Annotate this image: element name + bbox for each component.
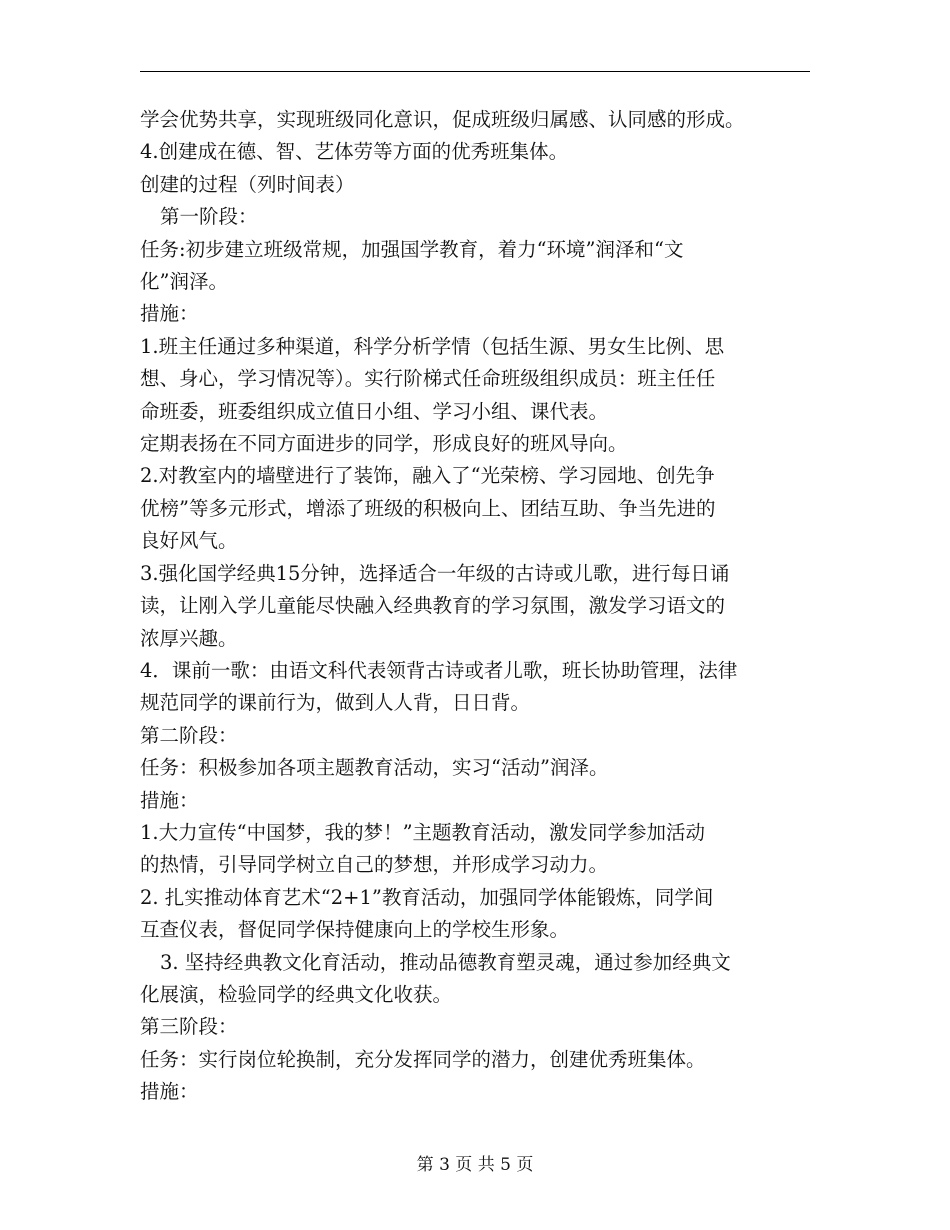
text-line: 任务：实行岗位轮换制，充分发挥同学的潜力，创建优秀班集体。: [140, 1047, 706, 1071]
header-rule: [140, 71, 810, 72]
page-footer: [0, 1154, 950, 1176]
text-line: 浓厚兴趣。: [140, 626, 238, 650]
text-line: 2. 扎实推动体育艺术“2+1”教育活动，加强同学体能锻炼，同学间: [140, 885, 714, 909]
text-line: 3.强化国学经典15分钟，选择适合一年级的古诗或儿歌，进行每日诵: [140, 561, 730, 585]
text-line: 互查仪表，督促同学保持健康向上的学校生形象。: [140, 918, 570, 942]
text-line: 措施：: [140, 1080, 199, 1104]
page-number: 第 3 页 共 5 页: [416, 1155, 534, 1175]
text-line: 1.班主任通过多种渠道，科学分析学情（包括生源、男女生比例、思: [140, 334, 725, 358]
text-line: 想、身心，学习情况等）。实行阶梯式任命班级组织成员：班主任任: [140, 367, 716, 391]
text-line: 的热情，引导同学树立自己的梦想，并形成学习动力。: [140, 853, 609, 877]
document-body: [140, 104, 820, 1109]
text-line: 读，让刚入学儿童能尽快融入经典教育的学习氛围，激发学习语文的: [140, 594, 726, 618]
text-line: 措施：: [140, 788, 199, 812]
text-line: 化展演，检验同学的经典文化收获。: [140, 982, 453, 1006]
section-heading: 第二阶段：: [140, 723, 238, 747]
text-line: 4.创建成在德、智、艺体劳等方面的优秀班集体。: [140, 140, 569, 164]
text-line: 措施：: [140, 302, 199, 326]
text-line: 创建的过程（列时间表）: [140, 172, 355, 196]
text-line: 优榜”等多元形式，增添了班级的积极向上、团结互助、争当先进的: [140, 496, 716, 520]
text-line: 任务：积极参加各项主题教育活动，实习“活动”润泽。: [140, 756, 609, 780]
text-line: 命班委，班委组织成立值日小组、学习小组、课代表。: [140, 399, 609, 423]
text-line: 良好风气。: [140, 529, 238, 553]
text-line: 任务:初步建立班级常规，加强国学教育，着力“环境”润泽和“文: [140, 237, 684, 261]
section-heading: 第三阶段：: [140, 1015, 238, 1039]
section-heading: 第一阶段：: [160, 205, 258, 229]
text-line: 化”润泽。: [140, 270, 228, 294]
text-line: 2.对教室内的墙壁进行了装饰，融入了“光荣榜、学习园地、创先争: [140, 464, 715, 488]
text-line: 3. 坚持经典教文化育活动，推动品德教育塑灵魂，通过参加经典文: [160, 950, 731, 974]
text-line: 定期表扬在不同方面进步的同学，形成良好的班风导向。: [140, 432, 628, 456]
text-line: 1.大力宣传“中国梦，我的梦！”主题教育活动，激发同学参加活动: [140, 820, 706, 844]
text-line: 4．课前一歌：由语文科代表领背古诗或者儿歌，班长协助管理，法律: [140, 658, 738, 682]
text-line: 学会优势共享，实现班级同化意识，促成班级归属感、认同感的形成。: [140, 108, 745, 131]
text-line: 规范同学的课前行为，做到人人背，日日背。: [140, 691, 531, 715]
